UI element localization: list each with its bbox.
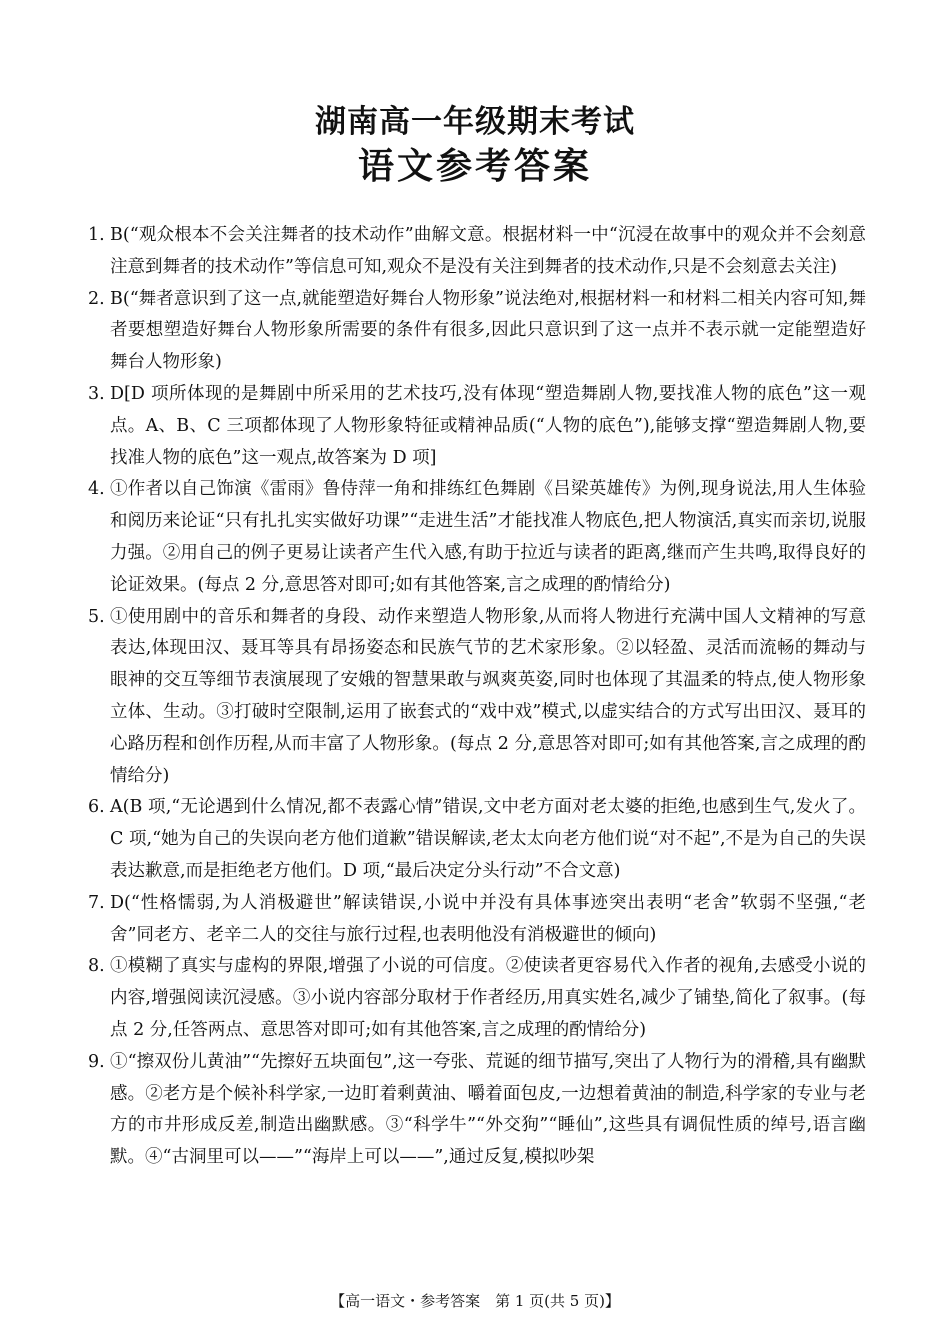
answer-text: A(B 项,“无论遇到什么情况,都不表露心情”错误,文中老方面对老太婆的拒绝,也感到生气,发火了。C 项,“她为自己的失误向老方他们道歉”错误解读,老太太向老方他们说“对不起”,不是为自己的失误表达歉意,而是拒绝老方他们。D 项,“最后决定分头行动”不合文意) — [110, 797, 866, 881]
answer-item — [88, 951, 866, 1046]
answer-text: ①使用剧中的音乐和舞者的身段、动作来塑造人物形象,从而将人物进行充满中国人文精神的写意表达,体现田汉、聂耳等具有昂扬姿态和民族气节的艺术家形象。②以轻盈、灵活而流畅的舞动与眼神的交互等细节表演展现了安娥的智慧果敢与飒爽英姿,同时也体现了其温柔的特点,使人物形象立体、生动。③打破时空限制,运用了嵌套式的“戏中戏”模式,以虚实结合的方式写出田汉、聂耳的心路历程和创作历程,从而丰富了人物形象。(每点 2 分,意思答对即可;如有其他答案,言之成理的酌情给分) — [110, 606, 866, 786]
answer-number: 6. — [88, 797, 105, 818]
answer-text: D[D 项所体现的是舞剧中所采用的艺术技巧,没有体现“塑造舞剧人物,要找准人物的底色”这一观点。A、B、C 三项都体现了人物形象特征或精神品质(“人物的底色”),能够支撑“塑造舞剧人物,要找准人物的底色”这一观点,故答案为 D 项] — [110, 383, 866, 468]
page-footer: 【高一语文・参考答案 第 1 页(共 5 页)】 — [330, 1292, 620, 1310]
answer-item — [88, 792, 866, 887]
answer-item — [88, 220, 866, 284]
answer-number: 7. — [88, 892, 105, 913]
answer-item — [88, 602, 866, 793]
document-subtitle: 语文参考答案 — [357, 146, 592, 187]
answer-number: 8. — [88, 956, 105, 977]
answer-item — [88, 284, 866, 379]
answer-number: 2. — [88, 288, 105, 309]
answer-list — [88, 220, 866, 1174]
answer-item — [88, 474, 866, 601]
answer-item — [88, 379, 866, 474]
answer-text: ①“擦双份儿黄油”“先擦好五块面包”,这一夸张、荒诞的细节描写,突出了人物行为的滑稽,具有幽默感。②老方是个候补科学家,一边盯着剩黄油、嚼着面包皮,一边想着黄油的制造,科学家的专业与老方的市井形成反差,制造出幽默感。③“科学牛”“外交狗”“睡仙”,这些具有调侃性质的绰号,语言幽默。④“古洞里可以——”“海岸上可以——”,通过反复,模拟吵架 — [110, 1051, 866, 1168]
answer-number: 9. — [88, 1051, 105, 1072]
answer-number: 4. — [88, 479, 105, 500]
answer-number: 5. — [88, 606, 105, 627]
answer-item — [88, 1047, 866, 1174]
answer-text: ①作者以自己饰演《雷雨》鲁侍萍一角和排练红色舞剧《吕梁英雄传》为例,现身说法,用人生体验和阅历来论证“只有扎扎实实做好功课”“走进生活”才能找准人物底色,把人物演活,真实而亲切,说服力强。②用自己的例子更易让读者产生代入感,有助于拉近与读者的距离,继而产生共鸣,取得良好的论证效果。(每点 2 分,意思答对即可;如有其他答案,言之成理的酌情给分) — [110, 479, 866, 595]
answer-item — [88, 888, 866, 952]
answer-text: B(“舞者意识到了这一点,就能塑造好舞台人物形象”说法绝对,根据材料一和材料二相关内容可知,舞者要想塑造好舞台人物形象所需要的条件有很多,因此只意识到了这一点并不表示就一定能塑造好舞台人物形象) — [110, 288, 866, 373]
answer-text: ①模糊了真实与虚构的界限,增强了小说的可信度。②使读者更容易代入作者的视角,去感受小说的内容,增强阅读沉浸感。③小说内容部分取材于作者经历,用真实姓名,减少了铺垫,简化了叙事。(每点 2 分,任答两点、意思答对即可;如有其他答案,言之成理的酌情给分) — [110, 956, 866, 1040]
answer-number: 3. — [88, 383, 105, 404]
exam-title: 湖南高一年级期末考试 — [315, 104, 635, 140]
answer-text: B(“观众根本不会关注舞者的技术动作”曲解文意。根据材料一中“沉浸在故事中的观众并不会刻意注意到舞者的技术动作”等信息可知,观众不是没有关注到舞者的技术动作,只是不会刻意去关注) — [110, 225, 866, 277]
answer-text: D(“性格懦弱,为人消极避世”解读错误,小说中并没有具体事迹突出表明“老舍”软弱不坚强,“老舍”同老方、老辛二人的交往与旅行过程,也表明他没有消极避世的倾向) — [110, 892, 866, 945]
answer-number: 1. — [88, 225, 105, 245]
